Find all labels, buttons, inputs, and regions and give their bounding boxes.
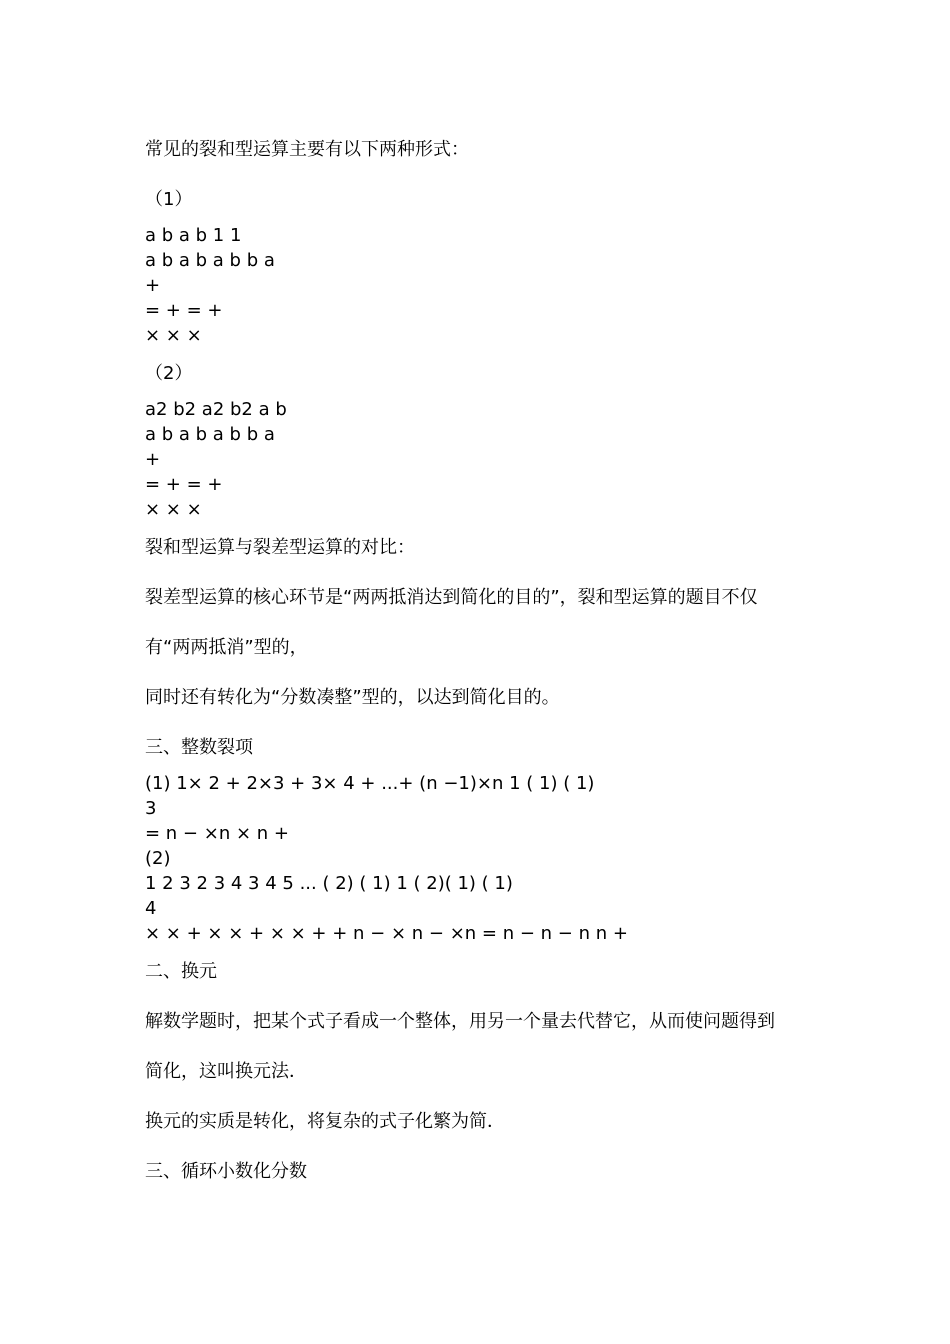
text-line: 1 2 3 2 3 4 3 4 5 ... ( 2) ( 1) 1 ( 2)( 1) ( 1) — [145, 873, 513, 894]
text-line: a b a b a b b a — [145, 424, 275, 445]
section-heading: 二、换元 — [145, 961, 217, 982]
text-line: = + = + — [145, 474, 223, 495]
text-line: a b a b 1 1 — [145, 225, 242, 246]
text-line: 裂和型运算与裂差型运算的对比： — [145, 537, 415, 558]
section-heading: 三、整数裂项 — [145, 737, 253, 758]
text-line: 4 — [145, 898, 157, 919]
text-line: + — [145, 449, 161, 470]
text-line: × × × — [145, 325, 202, 346]
text-line: （1） — [145, 189, 193, 210]
text-line: 简化，这叫换元法． — [145, 1061, 307, 1082]
text-line: 同时还有转化为“分数凑整”型的，以达到简化目的。 — [145, 687, 560, 708]
text-line: × × + × × + × × + + n − × n − ×n = n − n − n n + — [145, 923, 628, 944]
text-line: （2） — [145, 363, 193, 384]
text-line: 常见的裂和型运算主要有以下两种形式： — [145, 139, 469, 160]
text-line: 解数学题时，把某个式子看成一个整体，用另一个量去代替它，从而使问题得到 — [145, 1011, 775, 1032]
text-line: + — [145, 275, 161, 296]
text-line: a b a b a b b a — [145, 250, 275, 271]
text-line: 有“两两抵消”型的， — [145, 637, 308, 658]
text-line: × × × — [145, 499, 202, 520]
text-line: = n − ×n × n + — [145, 823, 289, 844]
text-line: = + = + — [145, 300, 223, 321]
text-line: 3 — [145, 798, 157, 819]
text-line: (2) — [145, 848, 171, 869]
text-line: 换元的实质是转化，将复杂的式子化繁为简． — [145, 1111, 505, 1132]
text-line: a2 b2 a2 b2 a b — [145, 399, 287, 420]
text-line: (1) 1× 2 + 2×3 + 3× 4 + ...+ (n −1)×n 1 ( 1) ( 1) — [145, 773, 595, 794]
text-line: 裂差型运算的核心环节是“两两抵消达到简化的目的”，裂和型运算的题目不仅 — [145, 587, 758, 608]
section-heading: 三、循环小数化分数 — [145, 1161, 307, 1182]
